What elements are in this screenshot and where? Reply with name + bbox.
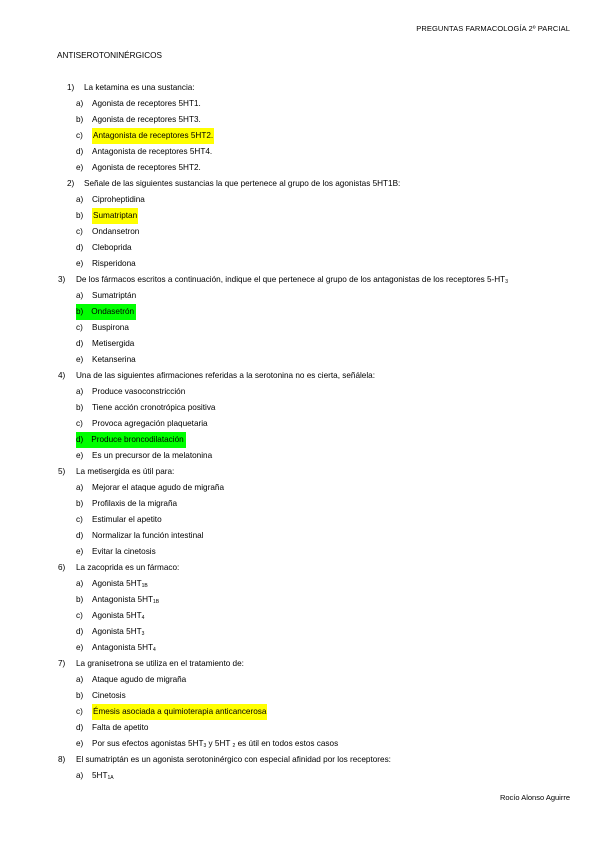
option-letter: e) (76, 451, 84, 460)
question-7 (0, 656, 599, 672)
option-letter: d) (76, 243, 84, 252)
option-a (0, 576, 599, 592)
option-text: Agonista de receptores 5HT2. (92, 163, 201, 172)
question-text: Una de las siguientes afirmaciones referidas a la serotonina no es cierta, señálela: (76, 371, 376, 380)
option-text: Normalizar la función intestinal (92, 531, 204, 540)
option-text: Mejorar el ataque agudo de migraña (92, 483, 224, 492)
option-d (0, 144, 599, 160)
option-letter: b) (76, 595, 84, 604)
question-number: 3) (58, 275, 66, 284)
question-number: 7) (58, 659, 66, 668)
option-c (0, 320, 599, 336)
option-text: Sumatriptán (92, 291, 137, 300)
option-letter: e) (76, 547, 84, 556)
subscript: 4 (153, 647, 156, 653)
question-2 (0, 176, 599, 192)
option-letter: e) (76, 163, 84, 172)
option-c (0, 512, 599, 528)
option-text: Émesis asociada a quimioterapia anticancerosa (92, 704, 267, 720)
option-letter: c) (76, 131, 83, 140)
option-c (0, 704, 599, 720)
option-b (0, 592, 599, 608)
option-b (0, 112, 599, 128)
option-text: Ciproheptidina (92, 195, 145, 204)
option-b (0, 208, 599, 224)
option-a (0, 192, 599, 208)
question-text: La zacoprida es un fármaco: (76, 563, 180, 572)
option-a (0, 96, 599, 112)
option-text: Antagonista $5HT_4$ (92, 643, 156, 653)
option-text: Ketanserina (92, 355, 136, 364)
option-letter: d) (76, 147, 84, 156)
option-a (0, 288, 599, 304)
option-d (0, 240, 599, 256)
option-e (0, 640, 599, 656)
question-text: La metisergida es útil para: (76, 467, 175, 476)
option-e (0, 544, 599, 560)
option-text: Ondasetrón (91, 307, 135, 316)
option-letter: b) (76, 691, 84, 700)
option-letter: b) (76, 211, 84, 220)
option-text: Ondansetron (92, 227, 140, 236)
option-letter: e) (76, 739, 84, 748)
question-number: 5) (58, 467, 66, 476)
option-letter: a) (76, 387, 84, 396)
question-5 (0, 464, 599, 480)
option-letter: c) (76, 419, 83, 428)
option-b (0, 496, 599, 512)
option-b (0, 688, 599, 704)
subscript: 4 (141, 615, 145, 621)
option-text: Por sus efectos agonistas $5HT_3$ y 5HT $_2$ es útil en todos estos casos (92, 739, 339, 749)
option-e (0, 160, 599, 176)
option-b (0, 400, 599, 416)
option-letter: a) (76, 579, 84, 588)
option-a (0, 768, 599, 784)
page-footer: Rocío Alonso Aguirre (499, 793, 570, 802)
option-text: Tiene acción cronotrópica positiva (92, 403, 216, 412)
option-letter: e) (76, 355, 84, 364)
option-letter: e) (76, 259, 84, 268)
option-letter: a) (76, 483, 84, 492)
option-letter: a) (76, 771, 84, 780)
question-number: 4) (58, 371, 66, 380)
option-text: Agonista $5HT_{1B}$ (92, 579, 148, 589)
option-text: Cleboprida (92, 243, 132, 252)
question-text: De los fármacos escritos a continuación, indique el que pertenece al grupo de los antagonistas de los receptores $5-HT_3$ (76, 275, 508, 285)
option-letter: c) (76, 707, 83, 716)
subscript: 1B (141, 583, 148, 589)
option-text: Produce broncodilatación (91, 435, 184, 444)
option-c (0, 224, 599, 240)
option-b (0, 304, 599, 320)
option-text: Provoca agregación plaquetaria (92, 419, 208, 428)
question-6 (0, 560, 599, 576)
option-a (0, 672, 599, 688)
option-letter: b) (76, 403, 84, 412)
subscript: 3 (505, 279, 508, 285)
question-list (0, 80, 599, 784)
option-text: Cinetosis (92, 691, 126, 700)
option-d (0, 432, 599, 448)
question-number: 6) (58, 563, 66, 572)
option-text: Sumatriptan (92, 208, 138, 224)
option-letter: b) (76, 499, 84, 508)
option-text: Risperidona (92, 259, 136, 268)
option-d (0, 528, 599, 544)
option-letter: d) (76, 435, 84, 444)
option-text: Produce vasoconstricción (92, 387, 186, 396)
option-letter: c) (76, 611, 83, 620)
option-d (0, 720, 599, 736)
option-c (0, 128, 599, 144)
option-letter: e) (76, 643, 84, 652)
option-text: Ataque agudo de migraña (92, 675, 187, 684)
option-e (0, 352, 599, 368)
option-a (0, 384, 599, 400)
page-header: PREGUNTAS FARMACOLOGÍA 2º PARCIAL (416, 24, 570, 33)
section-title: ANTISEROTONINÉRGICOS (57, 51, 162, 60)
option-d (0, 624, 599, 640)
question-number: 1) (67, 83, 75, 92)
option-letter: d) (76, 723, 84, 732)
option-a (0, 480, 599, 496)
highlighted-answer (76, 304, 136, 320)
question-text: La ketamina es una sustancia: (84, 83, 195, 92)
option-letter: d) (76, 627, 84, 636)
option-letter: b) (76, 307, 84, 316)
highlighted-answer (76, 432, 186, 448)
question-8 (0, 752, 599, 768)
option-text: Antagonista de receptores 5HT4. (92, 147, 213, 156)
option-text: Estimular el apetito (92, 515, 162, 524)
subscript: 2 (232, 743, 236, 749)
question-text: El sumatriptán es un agonista serotoninérgico con especial afinidad por los receptores: (76, 755, 391, 764)
option-text: Falta de apetito (92, 723, 149, 732)
question-1 (0, 80, 599, 96)
option-letter: a) (76, 195, 84, 204)
option-letter: d) (76, 531, 84, 540)
option-text: Agonista de receptores 5HT3. (92, 115, 201, 124)
option-text: Es un precursor de la melatonina (92, 451, 213, 460)
option-letter: c) (76, 323, 83, 332)
option-text: Antagonista $5HT_{1B}$ (92, 595, 160, 605)
option-letter: b) (76, 115, 84, 124)
option-letter: a) (76, 99, 84, 108)
option-text: Agonista $5HT_3$ (92, 627, 145, 637)
question-3 (0, 272, 599, 288)
option-letter: a) (76, 675, 84, 684)
question-number: 8) (58, 755, 66, 764)
question-text: La granisetrona se utiliza en el tratamiento de: (76, 659, 244, 668)
option-e (0, 736, 599, 752)
option-text: Agonista de receptores 5HT1. (92, 99, 201, 108)
option-text: Evitar la cinetosis (92, 547, 156, 556)
subscript: 3 (141, 631, 145, 637)
option-d (0, 336, 599, 352)
option-e (0, 448, 599, 464)
option-e (0, 256, 599, 272)
option-text: $5HT_{1A}$ (92, 771, 114, 781)
option-c (0, 416, 599, 432)
subscript: 3 (203, 743, 207, 749)
option-text: Buspirona (92, 323, 129, 332)
option-letter: c) (76, 227, 83, 236)
question-4 (0, 368, 599, 384)
option-letter: a) (76, 291, 84, 300)
option-text: Agonista $5HT_4$ (92, 611, 145, 621)
option-letter: c) (76, 515, 83, 524)
question-number: 2) (67, 179, 75, 188)
option-c (0, 608, 599, 624)
subscript: 1A (107, 775, 114, 781)
option-letter: d) (76, 339, 84, 348)
option-text: Antagonista de receptores 5HT2. (92, 128, 214, 144)
option-text: Profilaxis de la migraña (92, 499, 178, 508)
question-text: Señale de las siguientes sustancias la que pertenece al grupo de los agonistas 5HT1B: (84, 179, 401, 188)
option-text: Metisergida (92, 339, 135, 348)
subscript: 1B (153, 599, 160, 605)
